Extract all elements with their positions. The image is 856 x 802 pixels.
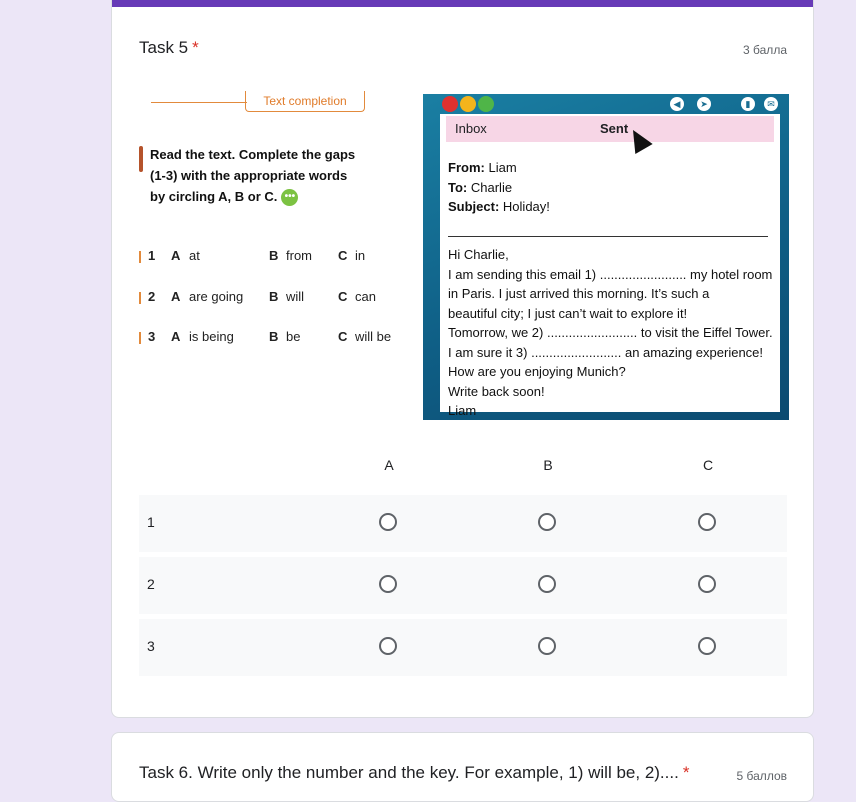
trash-icon: ▮ <box>741 97 755 111</box>
column-header-b: B <box>543 457 553 473</box>
close-dot-icon <box>442 96 458 112</box>
column-header-c: C <box>702 457 714 473</box>
column-header-a: A <box>384 457 394 473</box>
question-card-task6 <box>111 732 814 802</box>
forward-icon: ➤ <box>697 97 711 111</box>
radio-1-b[interactable] <box>538 513 556 531</box>
question-title-text: Task 5 <box>139 38 189 57</box>
inbox-tab: Inbox <box>455 121 487 136</box>
option-b-text: from <box>286 248 312 263</box>
radio-2-b[interactable] <box>538 575 556 593</box>
option-number: 3 <box>148 329 156 344</box>
badge-line <box>151 102 247 103</box>
email-body-line: Write back soon! <box>448 384 545 399</box>
option-a-text: is being <box>189 329 234 344</box>
radio-1-a[interactable] <box>379 513 397 531</box>
required-asterisk: * <box>192 38 199 57</box>
more-dots-icon: ••• <box>281 189 298 206</box>
option-letter-b: B <box>269 289 279 304</box>
row-label: 3 <box>147 638 155 654</box>
email-body-line: Hi Charlie, <box>448 247 509 262</box>
question-title <box>139 763 689 783</box>
points-label: 3 балла <box>743 43 787 57</box>
subject-label: Subject: <box>448 199 500 214</box>
email-body-line: Tomorrow, we 2) ......................... to visit the Eiffel Tower. <box>448 325 773 340</box>
text-completion-badge: Text completion <box>245 91 365 112</box>
question-title <box>139 38 199 58</box>
option-b-text: be <box>286 329 301 344</box>
option-b-text: will <box>286 289 305 304</box>
question-title-text: Task 6. Write only the number and the key. For example, 1) will be, 2).... <box>139 763 679 782</box>
maximize-dot-icon <box>478 96 494 112</box>
grid-row-1 <box>139 495 787 552</box>
radio-2-c[interactable] <box>698 575 716 593</box>
email-tabs <box>446 116 774 142</box>
grid-row-3 <box>139 619 787 676</box>
radio-2-a[interactable] <box>379 575 397 593</box>
option-tick <box>139 292 141 304</box>
row-label: 2 <box>147 576 155 592</box>
email-from <box>448 160 517 175</box>
subject-value: Holiday! <box>502 199 550 214</box>
option-c-text: will be <box>355 329 392 344</box>
option-letter-b: B <box>269 248 279 263</box>
radio-3-a[interactable] <box>379 637 397 655</box>
email-body-line: I am sending this email 1) ........................ my hotel room <box>448 267 773 282</box>
card-accent-bar <box>112 0 813 7</box>
option-letter-a: A <box>171 248 181 263</box>
email-body-line: in Paris. I just arrived this morning. It’s such a <box>448 286 710 301</box>
option-tick <box>139 332 141 344</box>
option-a-text: are going <box>189 289 244 304</box>
email-divider <box>448 236 768 237</box>
option-c-text: can <box>355 289 376 304</box>
email-subject <box>448 199 550 214</box>
option-letter-a: A <box>171 289 181 304</box>
instruction-text <box>150 144 365 207</box>
email-pane <box>440 114 780 418</box>
radio-3-b[interactable] <box>538 637 556 655</box>
email-body-line: How are you enjoying Munich? <box>448 364 626 379</box>
email-body-line: Liam <box>448 403 477 418</box>
mail-icon: ✉ <box>764 97 778 111</box>
from-label: From: <box>448 160 485 175</box>
to-value: Charlie <box>470 180 513 195</box>
option-letter-c: C <box>338 329 348 344</box>
option-c-text: in <box>355 248 366 263</box>
option-letter-a: A <box>171 329 181 344</box>
email-to <box>448 180 512 195</box>
option-letter-c: C <box>338 248 348 263</box>
email-window <box>423 94 789 420</box>
grid-row-2 <box>139 557 787 614</box>
sent-tab: Sent <box>600 121 629 136</box>
cursor-icon <box>624 125 652 154</box>
option-number: 1 <box>148 248 156 263</box>
to-label: To: <box>448 180 468 195</box>
email-body-line: I am sure it 3) ......................... an amazing experience! <box>448 345 764 360</box>
points-label: 5 баллов <box>736 769 787 783</box>
minimize-dot-icon <box>460 96 476 112</box>
option-a-text: at <box>189 248 200 263</box>
task-image <box>139 94 789 433</box>
email-body-line: beautiful city; I just can’t wait to explore it! <box>448 306 688 321</box>
question-card-task5 <box>111 0 814 718</box>
instruction-text-content: Read the text. Complete the gaps (1-3) with the appropriate words by circling A, B or C. <box>150 147 356 204</box>
option-letter-c: C <box>338 289 348 304</box>
option-tick <box>139 251 141 263</box>
option-letter-b: B <box>269 329 279 344</box>
required-asterisk: * <box>682 763 690 782</box>
option-number: 2 <box>148 289 156 304</box>
row-label: 1 <box>147 514 155 530</box>
instruction-marker <box>139 146 143 172</box>
radio-3-c[interactable] <box>698 637 716 655</box>
from-value: Liam <box>488 160 517 175</box>
reply-icon: ◀ <box>670 97 684 111</box>
radio-1-c[interactable] <box>698 513 716 531</box>
